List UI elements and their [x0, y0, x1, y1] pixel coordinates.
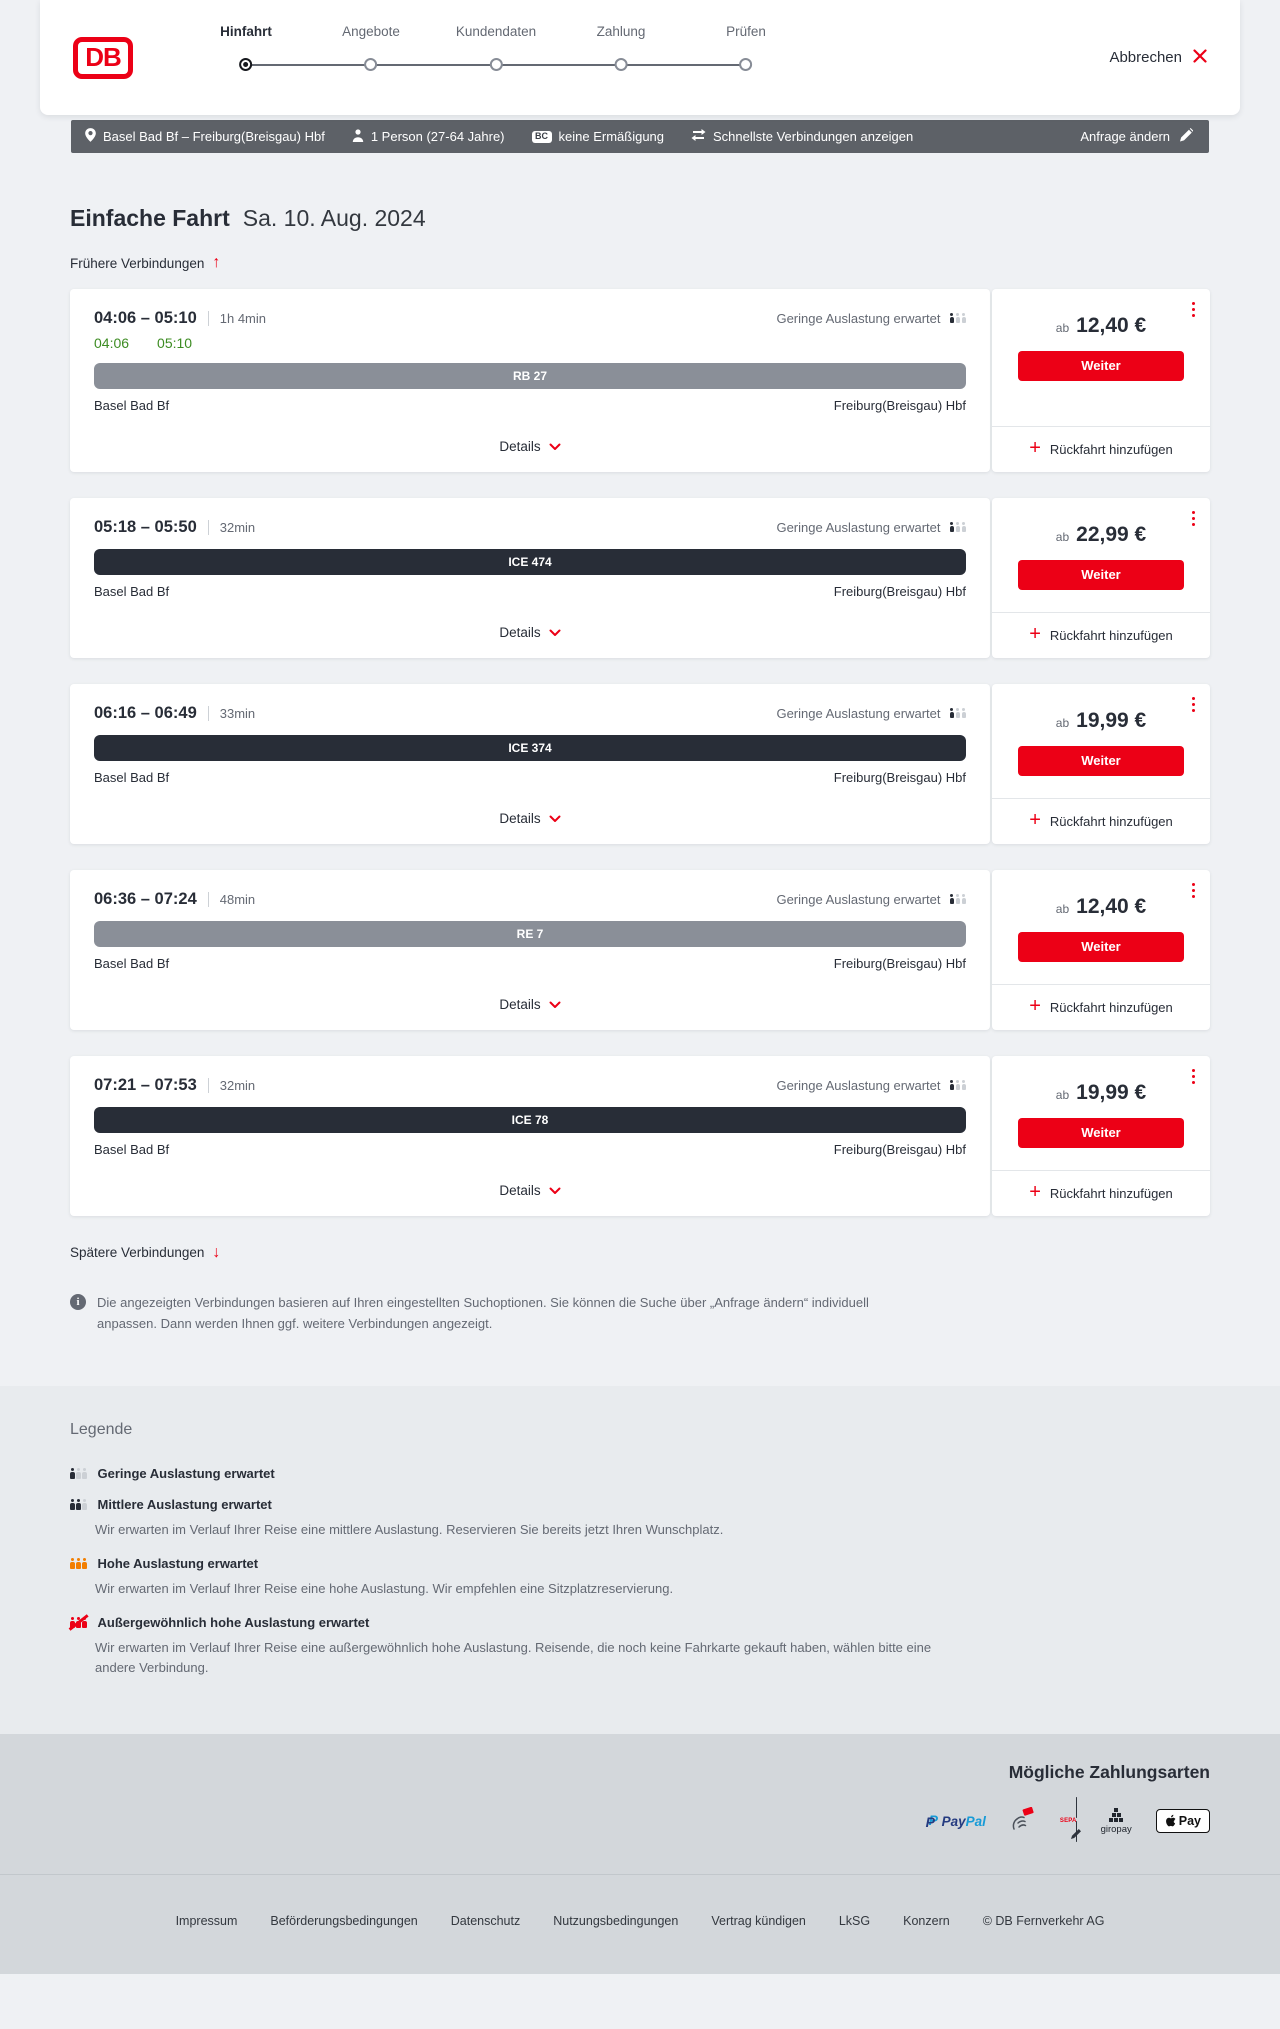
sort-summary: [691, 129, 913, 144]
occupancy-label: Geringe Auslastung erwartet: [776, 519, 941, 535]
price-card: [992, 1056, 1210, 1216]
price: [1056, 709, 1146, 733]
price-amount: 19,99 €: [1076, 1080, 1147, 1104]
details-toggle[interactable]: [499, 785, 560, 834]
details-toggle[interactable]: [499, 1157, 560, 1206]
connection-card[interactable]: [70, 289, 990, 472]
legend-item-description: Wir erwarten im Verlauf Ihrer Reise eine mittlere Auslastung. Reservieren Sie bereits jetzt Ihren Wunschplatz.: [95, 1522, 724, 1537]
connection-duration: 32min: [219, 519, 256, 535]
later-connections-link[interactable]: [70, 1245, 220, 1261]
divider: [208, 520, 209, 535]
details-label: Details: [499, 1182, 541, 1198]
stepper-step-dot: [489, 58, 502, 71]
info-note-text: Die angezeigten Verbindungen basieren auf Ihren eingestellten Suchoptionen. Sie können die Suche über „Anfrage ändern“ individuell anpassen. Dann werden Ihnen ggf. weitere Verbindungen angezeigt.: [97, 1295, 869, 1331]
add-return-button[interactable]: [992, 426, 1210, 472]
occupancy-level-icon: [70, 1617, 87, 1628]
more-options-menu[interactable]: [1188, 693, 1200, 717]
stepper-step[interactable]: [220, 24, 272, 71]
price-card: [992, 870, 1210, 1030]
occupancy-level-icon: [70, 1468, 87, 1479]
discount-summary: [532, 129, 665, 144]
more-options-menu[interactable]: [1188, 879, 1200, 903]
divider: [208, 892, 209, 907]
details-label: Details: [499, 624, 541, 640]
stepper-step-label: Prüfen: [726, 24, 766, 39]
weiter-button[interactable]: Weiter: [1018, 1118, 1184, 1148]
sepa-direct-debit-icon: SEPA: [1060, 1800, 1077, 1842]
connection-card[interactable]: [70, 684, 990, 844]
destination-station: Freiburg(Breisgau) Hbf: [833, 1141, 966, 1157]
connection-list: [70, 289, 1210, 1216]
add-return-label: Rückfahrt hinzufügen: [1049, 999, 1173, 1015]
weiter-button[interactable]: Weiter: [1018, 351, 1184, 381]
edit-request-button[interactable]: [1080, 128, 1193, 145]
plus-icon: +: [1029, 995, 1041, 1017]
realtime-arrival: 05:10: [157, 334, 193, 351]
realtime-departure: 04:06: [94, 334, 130, 351]
occupancy-persons-icon: [950, 708, 967, 719]
arrow-up-icon: ↑: [212, 254, 221, 271]
legend-item-label: Geringe Auslastung erwartet: [97, 1466, 275, 1481]
header: [40, 0, 1240, 115]
price-prefix: ab: [1055, 901, 1070, 916]
chevron-down-icon: [549, 439, 561, 454]
stepper-step[interactable]: [726, 24, 766, 71]
occupancy-persons-icon: [950, 1080, 967, 1091]
add-return-button[interactable]: [992, 612, 1210, 658]
weiter-button[interactable]: Weiter: [1018, 560, 1184, 590]
occupancy-label: Geringe Auslastung erwartet: [776, 891, 941, 907]
info-note: [70, 1292, 1210, 1334]
more-options-menu[interactable]: [1188, 507, 1200, 531]
stepper-step-label: Hinfahrt: [220, 24, 272, 39]
stepper-step[interactable]: [456, 24, 536, 71]
paypal-icon: P P PayPal: [926, 1813, 986, 1829]
price-amount: 22,99 €: [1076, 522, 1147, 546]
chevron-down-icon: [549, 811, 561, 826]
destination-station: Freiburg(Breisgau) Hbf: [833, 583, 966, 599]
price-prefix: ab: [1055, 529, 1070, 544]
legend-title: Legende: [70, 1421, 133, 1438]
details-label: Details: [499, 438, 541, 454]
footer-link[interactable]: Konzern: [903, 1914, 950, 1928]
route-summary: [85, 128, 325, 145]
payment-title: Mögliche Zahlungsarten: [1008, 1762, 1210, 1782]
divider: [208, 1078, 209, 1093]
stepper-step[interactable]: [342, 24, 400, 71]
apple-pay-icon: Pay: [1156, 1809, 1210, 1833]
connection-card[interactable]: [70, 870, 990, 1030]
connection-row: [70, 498, 1210, 658]
pencil-icon: [1179, 128, 1193, 145]
destination-station: Freiburg(Breisgau) Hbf: [833, 769, 966, 785]
sort-text: Schnellste Verbindungen anzeigen: [713, 129, 914, 144]
details-label: Details: [499, 810, 541, 826]
close-icon: [1193, 49, 1207, 67]
swap-arrows-icon: [691, 129, 706, 144]
stepper-step-dot: [240, 58, 253, 71]
footer-link[interactable]: Datenschutz: [450, 1914, 521, 1928]
legend-item: [70, 1556, 1210, 1599]
later-connections-label: Spätere Verbindungen: [70, 1245, 205, 1260]
price-card: [992, 684, 1210, 844]
occupancy-label: Geringe Auslastung erwartet: [776, 310, 941, 326]
weiter-button[interactable]: Weiter: [1018, 746, 1184, 776]
destination-station: Freiburg(Breisgau) Hbf: [833, 397, 966, 413]
legend-item: [70, 1466, 1210, 1481]
weiter-button[interactable]: Weiter: [1018, 932, 1184, 962]
route-text: Basel Bad Bf – Freiburg(Breisgau) Hbf: [103, 129, 325, 144]
footer-link[interactable]: Nutzungsbedingungen: [553, 1914, 679, 1928]
connection-row: [70, 870, 1210, 1030]
legend-item-description: Wir erwarten im Verlauf Ihrer Reise eine hohe Auslastung. Wir empfehlen eine Sitzplatzreservierung.: [95, 1581, 674, 1596]
origin-station: Basel Bad Bf: [94, 955, 170, 971]
origin-station: Basel Bad Bf: [94, 397, 170, 413]
add-return-label: Rückfahrt hinzufügen: [1049, 441, 1173, 457]
stepper-step-dot: [740, 58, 753, 71]
chevron-down-icon: [549, 625, 561, 640]
cancel-label: Abbrechen: [1109, 49, 1182, 66]
occupancy-persons-icon: [950, 894, 967, 905]
price-amount: 19,99 €: [1076, 708, 1147, 732]
occupancy-indicator: [776, 706, 966, 721]
occupancy-indicator: [776, 311, 966, 326]
train-bar[interactable]: RB 27: [94, 363, 966, 389]
legend-item-label: Hohe Auslastung erwartet: [97, 1556, 259, 1571]
price: [1056, 895, 1146, 919]
footer: [0, 1874, 1280, 1974]
connection-times: 05:18 – 05:50: [94, 517, 197, 536]
occupancy-persons-icon: [950, 522, 967, 533]
footer-link[interactable]: Vertrag kündigen: [711, 1914, 806, 1928]
connection-card[interactable]: [70, 498, 990, 658]
main-content: [0, 205, 1280, 1334]
journey-type-title: Einfache Fahrt: [70, 205, 230, 231]
giropay-icon: giropay: [1101, 1808, 1132, 1835]
legend-items: [70, 1466, 1210, 1678]
add-return-label: Rückfahrt hinzufügen: [1049, 813, 1173, 829]
realtime-row: [94, 335, 966, 351]
price: [1056, 523, 1146, 547]
train-bar[interactable]: ICE 78: [94, 1107, 966, 1133]
details-toggle[interactable]: [499, 599, 560, 648]
payment-methods: [70, 1800, 1210, 1842]
stepper-step-dot: [614, 58, 627, 71]
occupancy-indicator: [776, 520, 966, 535]
journey-date: Sa. 10. Aug. 2024: [242, 205, 426, 231]
cancel-button[interactable]: [1109, 49, 1207, 67]
legend-item-label: Mittlere Auslastung erwartet: [97, 1497, 272, 1512]
plus-icon: +: [1029, 1181, 1041, 1203]
chevron-down-icon: [549, 1183, 561, 1198]
connection-times: 07:21 – 07:53: [94, 1075, 197, 1094]
footer-link[interactable]: Impressum: [175, 1914, 238, 1928]
info-icon: [70, 1294, 86, 1310]
stepper-step-dot: [365, 58, 378, 71]
connection-row: [70, 1056, 1210, 1216]
person-icon: [352, 129, 364, 145]
occupancy-label: Geringe Auslastung erwartet: [776, 705, 941, 721]
discount-text: keine Ermäßigung: [558, 129, 665, 144]
earlier-connections-label: Frühere Verbindungen: [70, 255, 205, 271]
passenger-summary: [352, 129, 505, 145]
price-card: [992, 498, 1210, 658]
legend-section: [0, 1386, 1280, 1734]
passenger-text: 1 Person (27-64 Jahre): [370, 129, 505, 144]
credit-card-hand-icon: [1010, 1807, 1036, 1836]
origin-station: Basel Bad Bf: [94, 1141, 170, 1157]
price-prefix: ab: [1055, 320, 1070, 335]
price-amount: 12,40 €: [1076, 894, 1147, 918]
location-pin-icon: [85, 128, 96, 145]
stepper: [190, 24, 830, 86]
occupancy-persons-icon: [950, 313, 967, 324]
db-logo[interactable]: DB: [73, 37, 133, 79]
add-return-label: Rückfahrt hinzufügen: [1049, 627, 1173, 643]
occupancy-level-icon: [70, 1499, 87, 1510]
occupancy-indicator: [776, 892, 966, 907]
plus-icon: +: [1029, 437, 1041, 459]
price-prefix: ab: [1055, 1087, 1070, 1102]
add-return-button[interactable]: [992, 1170, 1210, 1216]
connection-row: [70, 289, 1210, 472]
add-return-button[interactable]: [992, 984, 1210, 1030]
connection-duration: 33min: [219, 705, 256, 721]
connection-times: 04:06 – 05:10: [94, 308, 197, 327]
details-toggle[interactable]: [499, 971, 560, 1020]
add-return-label: Rückfahrt hinzufügen: [1049, 1185, 1173, 1201]
legend-item-description: Wir erwarten im Verlauf Ihrer Reise eine außergewöhnlich hohe Auslastung. Reisende, die noch keine Fahrkarte gekauft haben, wählen bitte eine andere Verbindung.: [95, 1640, 932, 1675]
legend-item-label: Außergewöhnlich hohe Auslastung erwartet: [97, 1615, 370, 1630]
price-amount: 12,40 €: [1076, 313, 1147, 337]
train-bar[interactable]: RE 7: [94, 921, 966, 947]
connection-times: 06:36 – 07:24: [94, 889, 197, 908]
train-bar[interactable]: ICE 474: [94, 549, 966, 575]
price-card: [992, 289, 1210, 472]
connection-duration: 48min: [219, 891, 256, 907]
footer-link[interactable]: LkSG: [838, 1914, 871, 1928]
price-prefix: ab: [1055, 715, 1070, 730]
stepper-step-label: Zahlung: [596, 24, 646, 39]
details-label: Details: [499, 996, 541, 1012]
divider: [208, 706, 209, 721]
payment-section: [0, 1734, 1280, 1874]
price: [1056, 1081, 1146, 1105]
connection-duration: 32min: [219, 1077, 256, 1093]
connection-row: [70, 684, 1210, 844]
paypal-mark-icon: [926, 1813, 938, 1829]
origin-station: Basel Bad Bf: [94, 583, 170, 599]
destination-station: Freiburg(Breisgau) Hbf: [833, 955, 966, 971]
occupancy-label: Geringe Auslastung erwartet: [776, 1077, 941, 1093]
stepper-step[interactable]: [597, 24, 646, 71]
more-options-menu[interactable]: [1188, 298, 1200, 322]
plus-icon: +: [1029, 623, 1041, 645]
connection-duration: 1h 4min: [219, 310, 266, 326]
legend-item: [70, 1497, 1210, 1540]
connection-times: 06:16 – 06:49: [94, 703, 197, 722]
connection-card[interactable]: [70, 1056, 990, 1216]
edit-request-label: Anfrage ändern: [1080, 129, 1170, 144]
more-options-menu[interactable]: [1188, 1065, 1200, 1089]
bahncard-icon: BC: [532, 131, 552, 143]
footer-link[interactable]: Beförderungsbedingungen: [270, 1914, 418, 1928]
divider: [208, 311, 209, 326]
arrow-down-icon: ↓: [212, 1243, 221, 1261]
occupancy-indicator: [776, 1078, 966, 1093]
search-summary-bar: [71, 120, 1209, 153]
stepper-step-label: Angebote: [342, 24, 400, 39]
details-toggle[interactable]: [499, 413, 560, 462]
earlier-connections-link[interactable]: [70, 255, 220, 271]
add-return-button[interactable]: [992, 798, 1210, 844]
page-title: [70, 205, 1210, 232]
plus-icon: +: [1029, 809, 1041, 831]
legend-item: [70, 1615, 1210, 1678]
origin-station: Basel Bad Bf: [94, 769, 170, 785]
stepper-step-label: Kundendaten: [455, 24, 537, 39]
train-bar[interactable]: ICE 374: [94, 735, 966, 761]
chevron-down-icon: [549, 997, 561, 1012]
footer-copyright: © DB Fernverkehr AG: [982, 1914, 1105, 1928]
occupancy-level-icon: [70, 1558, 87, 1569]
price: [1056, 314, 1146, 338]
